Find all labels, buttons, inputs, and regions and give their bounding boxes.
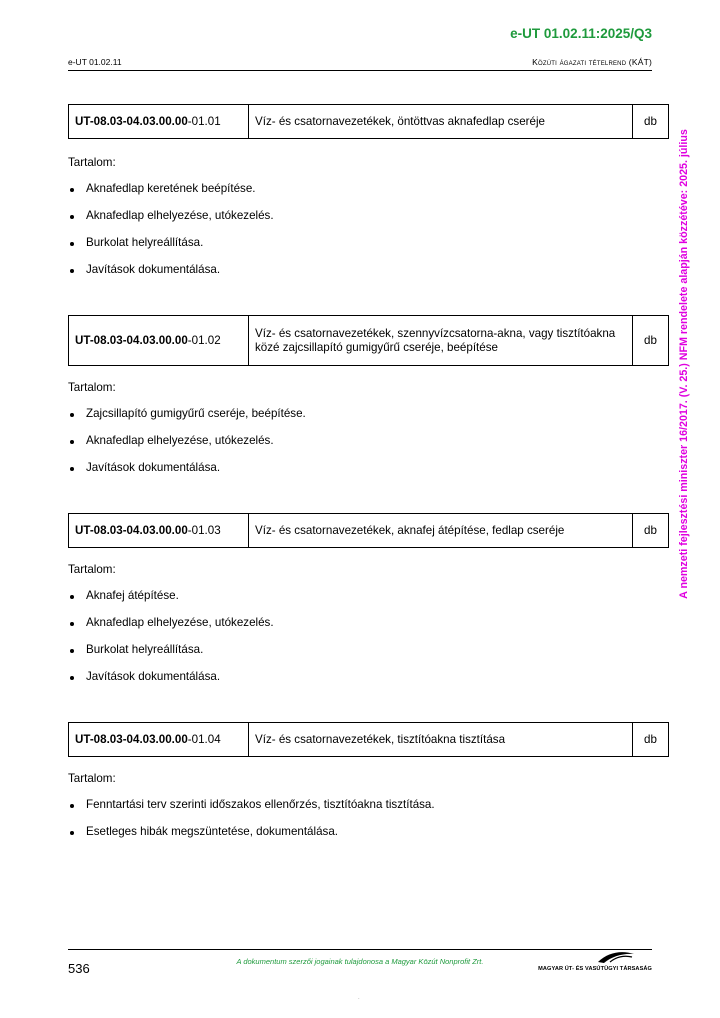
document-code: e-UT 01.02.11:2025/Q3 [510, 26, 652, 41]
item-row [69, 723, 669, 757]
item-description: Víz- és csatornavezetékek, öntöttvas aknafedlap cseréje [249, 105, 633, 139]
item-row [69, 316, 669, 366]
list-item: Burkolat helyreállítása. [68, 643, 669, 670]
item-section-1 [68, 104, 669, 290]
item-section-2 [68, 315, 669, 488]
item-table [68, 722, 669, 757]
list-item: Esetleges hibák megszüntetése, dokumentálása. [68, 825, 669, 852]
content-label: Tartalom: [68, 381, 116, 394]
item-section-3 [68, 513, 669, 697]
list-item: Aknafedlap elhelyezése, utókezelés. [68, 434, 669, 461]
list-item: Zajcsillapító gumigyűrű cseréje, beépítése. [68, 407, 669, 434]
item-code: UT-08.03-04.03.00.00-01.04 [69, 723, 249, 757]
item-unit: db [633, 723, 669, 757]
item-code: UT-08.03-04.03.00.00-01.02 [69, 316, 249, 366]
page-number: 536 [68, 961, 90, 976]
item-description: Víz- és csatornavezetékek, tisztítóakna tisztítása [249, 723, 633, 757]
list-item: Fenntartási terv szerinti időszakos ellenőrzés, tisztítóakna tisztítása. [68, 798, 669, 825]
content-label: Tartalom: [68, 772, 116, 785]
content-label: Tartalom: [68, 156, 116, 169]
running-header [68, 57, 652, 71]
bullet-list [68, 407, 669, 488]
item-unit: db [633, 316, 669, 366]
item-table [68, 315, 669, 366]
list-item: Aknafedlap elhelyezése, utókezelés. [68, 616, 669, 643]
society-logo [538, 950, 652, 972]
copyright-notice: A dokumentum szerzői jogainak tulajdonosa a Magyar Közút Nonprofit Zrt. [236, 957, 484, 966]
list-item: Burkolat helyreállítása. [68, 236, 669, 263]
bullet-list [68, 182, 669, 290]
list-item: Javítások dokumentálása. [68, 670, 669, 697]
logo-text: MAGYAR ÚT- ÉS VASÚTÜGYI TÁRSASÁG [538, 966, 652, 972]
scan-mark: . [358, 995, 360, 1001]
road-swoosh-icon [596, 950, 636, 964]
item-table [68, 513, 669, 548]
content-label: Tartalom: [68, 563, 116, 576]
bullet-list [68, 798, 669, 852]
side-note-text: A nemzeti fejlesztési miniszter 16/2017. (V. 25.) NFM rendelete alapján közzétéve: 2025. július [678, 129, 690, 599]
item-section-4 [68, 722, 669, 852]
item-unit: db [633, 105, 669, 139]
item-unit: db [633, 514, 669, 548]
list-item: Javítások dokumentálása. [68, 461, 669, 488]
header-left: e-UT 01.02.11 [68, 57, 122, 67]
list-item: Aknafedlap elhelyezése, utókezelés. [68, 209, 669, 236]
list-item: Aknafedlap keretének beépítése. [68, 182, 669, 209]
item-code: UT-08.03-04.03.00.00-01.03 [69, 514, 249, 548]
list-item: Aknafej átépítése. [68, 589, 669, 616]
item-code: UT-08.03-04.03.00.00-01.01 [69, 105, 249, 139]
list-item: Javítások dokumentálása. [68, 263, 669, 290]
item-row [69, 105, 669, 139]
item-description: Víz- és csatornavezetékek, szennyvízcsatorna-akna, vagy tisztítóakna közé zajcsillapító gumigyűrű cseréje, beépítése [249, 316, 633, 366]
header-right: Közúti ágazati tételrend (KÁT) [532, 57, 652, 67]
item-row [69, 514, 669, 548]
item-description: Víz- és csatornavezetékek, aknafej átépítése, fedlap cseréje [249, 514, 633, 548]
bullet-list [68, 589, 669, 697]
item-table [68, 104, 669, 139]
